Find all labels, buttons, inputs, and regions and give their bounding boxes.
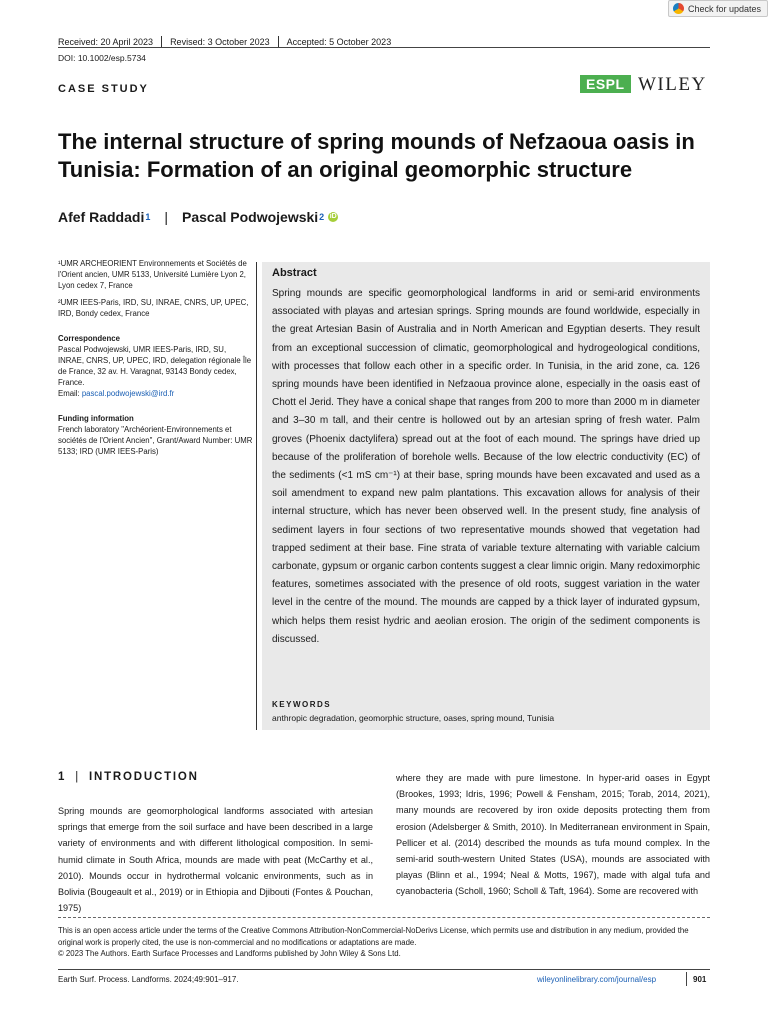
author-name[interactable]: Afef Raddadi [58,209,145,225]
correspondence-email-line [58,388,254,399]
footnote-divider [58,917,710,918]
body-column-left: Spring mounds are geomorphological landforms associated with artesian springs that emerge from the soil surface and have been described in a large variety of environments and with different lithological composition. In semi-humid climate in South Africa, mounds are made with peat (McCarthy et al., 2010). Mounds occur in hydrothermal volcanic environments, such as in Bolivia (Bougeault et al., 2019) or in Ethiopia and Djibouti (Fontes & Pouchan, 1975) [58,806,373,914]
received-date: Received: 20 April 2023 [58,37,154,47]
keywords-heading: KEYWORDS [272,700,332,709]
correspondence-heading: Correspondence [58,334,120,343]
affiliation: ²UMR IEES-Paris, IRD, SU, INRAE, CNRS, UP, UPEC, IRD, Bondy cedex, France [58,298,249,318]
funding-heading: Funding information [58,414,134,423]
abstract-heading: Abstract [272,267,317,279]
abstract-rule [256,262,257,730]
author-name[interactable]: Pascal Podwojewski [182,209,319,225]
license-text: This is an open access article under the terms of the Creative Commons Attribution-NonCommercial-NoDerivs License, which permits use and distribution in any medium, provided the original work is properly cited, the use is non-commercial and no modifications or adaptations are made. [58,926,689,947]
copyright-text: © 2023 The Authors. Earth Surface Processes and Landforms published by John Wiley & Sons Ltd. [58,949,401,958]
section-separator: | [75,771,80,783]
email-label: Email: [58,389,82,398]
section-heading [58,771,199,783]
page-number-separator [686,972,687,986]
affiliation-marker[interactable]: 2 [319,212,325,222]
section-number: 1 [58,771,67,783]
email-link[interactable]: pascal.podwojewski@ird.fr [81,389,175,398]
check-for-updates-label: Check for updates [688,3,762,14]
wiley-logo: WILEY [638,74,707,95]
license-footnote [58,925,710,960]
journal-website-link[interactable]: wileyonlinelibrary.com/journal/esp [537,975,657,984]
page-number: 901 [693,975,707,984]
article-title: The internal structure of spring mounds of Nefzaoua oasis in Tunisia: Formation of an original geomorphic structure [58,129,695,182]
author-list [58,209,338,225]
espl-logo: ESPL [580,75,631,93]
header-rule [58,47,710,48]
crossmark-icon [673,3,684,14]
accepted-date: Accepted: 5 October 2023 [286,37,392,47]
revised-date: Revised: 3 October 2023 [170,37,270,47]
author-separator: | [164,209,168,225]
funding-text: French laboratory "Archéorient-Environnements et sociétés de l'Orient Ancien", Grant/Award Number: UMR 5133; IRD (UMR IEES-Paris) [58,425,253,456]
doi[interactable]: DOI: 10.1002/esp.5734 [58,53,146,63]
body-column-right: where they are made with pure limestone. In hyper-arid oases in Egypt (Brookes, 1993; Idris, 1996; Powell & Fensham, 2015; Torab, 2014, 2021), many mounds are recovered by iron oxide deposits protecting them from erosion (Adelsberger & Smith, 2010). In Mediterranean environment in Spain, Pellicer et al. (2014) described the mounds as tufa mound complex. In the semi-arid south-western United States (USA), mounds are associated with playas (Blinn et al., 1994; Neal & Motts, 1967), made with algal tufa and cyanobacteria (Scholl, 1960; Scholl & Taft, 1964). Some are recovered with [396,773,710,897]
keywords-text: anthropic degradation, geomorphic structure, oases, spring mound, Tunisia [272,713,555,723]
abstract-text: Spring mounds are specific geomorphological landforms in arid or semi-arid environments associated with playas and artesian springs. Spring mounds are found worldwide, especially in the great Artesian Basin of Australia and in North American and Egyptian deserts. They result from an exceptional succession of climatic, geomorphological and hydrogeological conditions, with processes that follow each other in a specific order. In Tunisia, in the arid zone, ca. 126 spring mounds have been identified in Nefzaoua province alone, especially in the oasis east of Chott el Jerid. They have a conical shape that ranges from 200 to more than 2000 m in diameter and 3–30 m tall, and their centre is hollowed out by an artesian spring of fresh water. Palm groves (Phoenix dactylifera) spread out at the foot of each mound. The springs have dried up because of the proliferation of borehole wells. Because of the low electric conductivity (EC) of the sediments (<1 mS cm⁻¹) at their base, spring mounds have been excavated and used as a soil amendment to expand new palm plantations. This excavation allows for analysis of their internal structure, which has never been observed well. In the present study, fine analysis of sediment layers in four sections of two representative mounds showed that vegetation had trapped sediment at their base. Fine strata of variable texture alternating with variable calcium carbonate, gypsum or organic carbon contents suggest a clear limnic origin. Many redoximorphic features, sometimes associated with the presence of old roots, suggest variation in the water level in the centre of the mound. The mounds are capped by a thick layer of indurated gypsum, which helps them resist hydric and aeolian erosion. The origin of the sediment components is discussed. [272,288,700,645]
check-for-updates-button[interactable] [668,0,768,17]
correspondence-text: Pascal Podwojewski, UMR IEES-Paris, IRD, SU, INRAE, CNRS, UP, UPEC, IRD, delegation régionale Île de France, 32 av. H. Varagnat, 93143 Bondy cedex, France. [58,345,252,387]
orcid-icon[interactable]: iD [329,213,337,220]
journal-reference: Earth Surf. Process. Landforms. 2024;49:901–917. [58,975,239,984]
section-title: INTRODUCTION [89,771,199,783]
footer-rule [58,969,710,970]
affiliation: ¹UMR ARCHEORIENT Environnements et Sociétés de l'Orient ancien, UMR 5133, Université Lumière Lyon 2, Lyon cedex 7, France [58,259,247,290]
affiliation-marker[interactable]: 1 [145,212,151,222]
author-info-sidebar [58,258,254,463]
article-type: CASE STUDY [58,83,149,95]
